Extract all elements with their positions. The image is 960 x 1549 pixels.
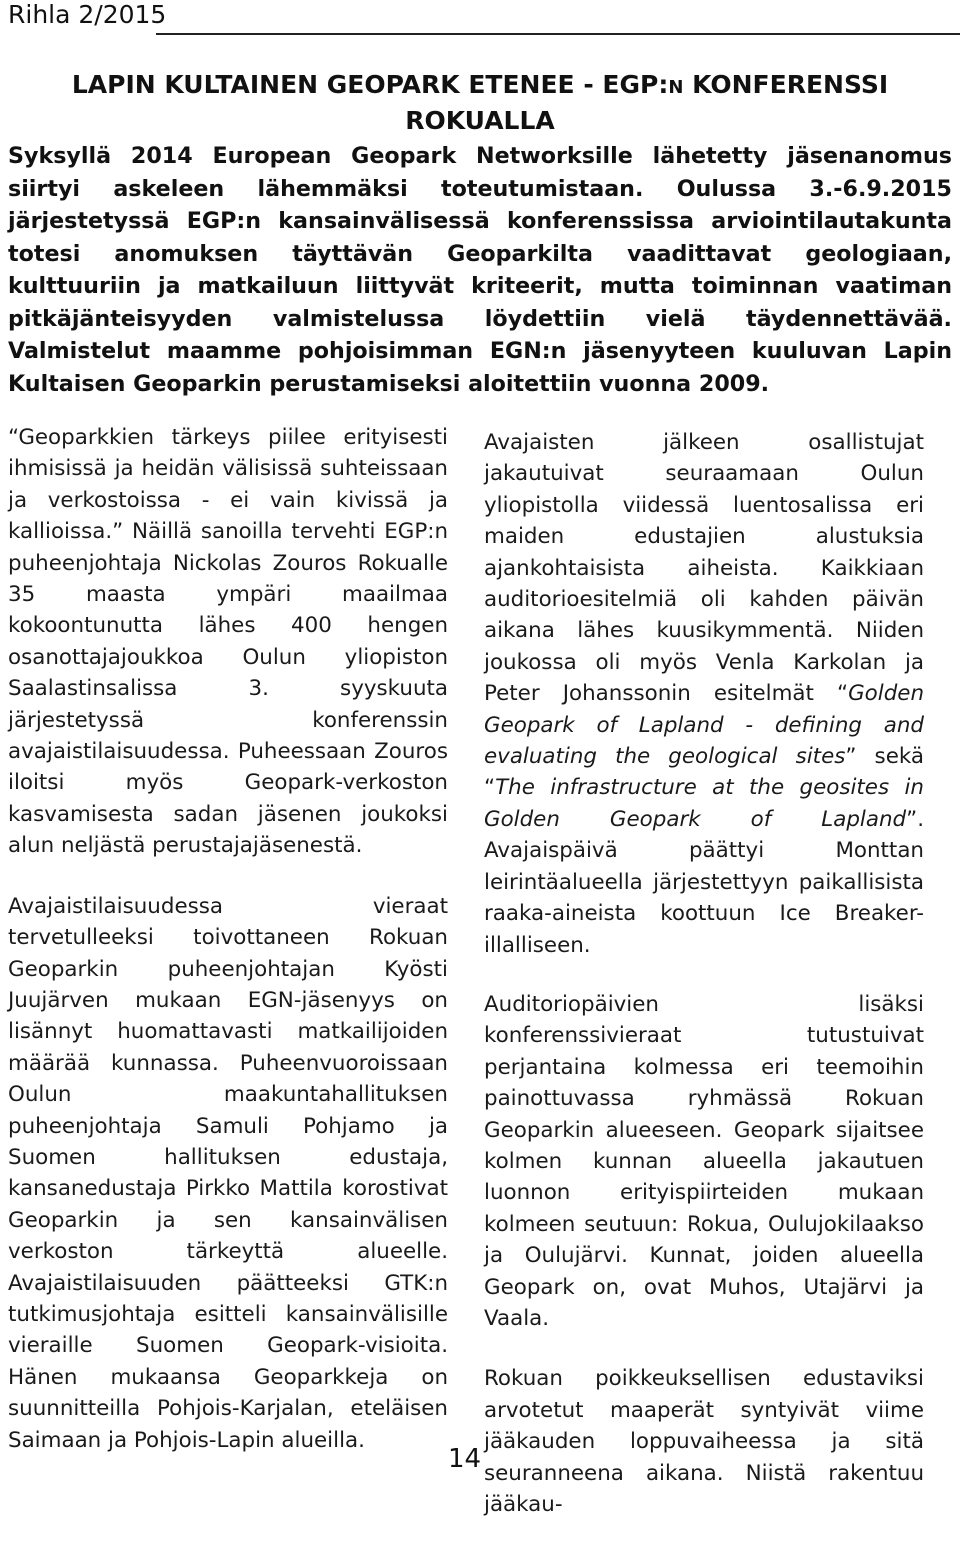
running-header: Rihla 2/2015 — [8, 0, 167, 29]
talk-title: Golden Geopark of Lapland - defining and evaluating the geological sites — [484, 681, 924, 770]
talk-title: The infrastructure at the geosites in Golden Geopark of Lapland — [484, 775, 924, 832]
body-paragraph: Auditoriopäivien lisäksi konferenssivieraat tutustuivat perjantaina kolmessa eri teemoihin painottuvassa ryhmässä Rokuan Geoparkin alueeseen. Geopark sijaitsee kolmen kunnan alueella jakautuen luonnon erityispiirteiden mukaan kolmeen seutuun: Rokua, Oulujokilaakso ja Oulujärvi. Kunnat, joiden alueella Geopark on, ovat Muhos, Utajärvi ja Vaala. — [484, 991, 924, 1331]
body-paragraph — [484, 427, 924, 961]
paragraph-text: Avajaisten jälkeen osallistujat jakautuivat seuraamaan Oulun yliopistolla viidessä luentosalissa eri maiden edustajien alustuksia ajankohtaisista aiheista. Kaikkiaan auditorioesitelmiä oli kahden päivän aikana lähes kuusikymmentä. Niiden joukossa oli myös Venla Karkolan ja Peter Johanssonin esitelmät “ — [484, 430, 924, 707]
body-paragraph: “Geoparkkien tärkeys piilee erityisesti ihmisissä ja heidän välisissä suhteissaan ja verkostoissa - ei vain kivissä ja kallioissa.” Näillä sanoilla tervehti EGP:n puheenjohtaja Nickolas Zouros Rokualle 35 maasta ympäri maailmaa kokoontunutta lähes 400 hengen osanottajajoukkoa Oulun yliopiston Saalastinsalissa 3. syyskuuta järjestetyssä konferenssin avajaistilaisuudessa. Puheessaan Zouros iloitsi myös Geopark-verkoston kasvamisesta sadan jäsenen joukoksi alun neljästä perustajajäsenestä. — [8, 425, 448, 859]
article-lead: Syksyllä 2014 European Geopark Networksille lähetetty jäsenanomus siirtyi askeleen lähemmäksi toteutumistaan. Oulussa 3.-6.9.2015 järjestetyssä EGP:n kansainvälisessä konferenssissa arviointilautakunta totesi anomuksen täyttävän Geoparkilta vaadittavat geologiaan, kulttuuriin ja matkailuun liittyvät kriteerit, mutta toiminnan vaatiman pitkäjänteisyyden valmistelussa löydettiin vielä täydennettävää. Valmistelut maamme pohjoisimman EGN:n jäsenyyteen kuuluvan Lapin Kultaisen Geoparkin perustamiseksi aloitettiin vuonna 2009. — [8, 143, 952, 397]
paragraph-text: ” sekä “ — [484, 744, 924, 801]
body-paragraph: Avajaistilaisuudessa vieraat tervetulleeksi toivottaneen Rokuan Geoparkin puheenjohtajan Kyösti Juujärven mukaan EGN-jäsenyys on lisännyt huomattavasti matkailijoiden määrää kunnassa. Puheenvuoroissaan Oulun maakuntahallituksen puheenjohtaja Samuli Pohjamo ja Suomen hallituksen edustaja, kansanedustaja Pirkko Mattila korostivat Geoparkin ja sen kansainvälisen verkoston tärkeyttä alueelle. Avajaistilaisuuden päätteeksi GTK:n tutkimusjohtaja esitteli kansainvälisille vieraille Suomen Geopark-visioita. Hänen mukaansa Geoparkkeja on suunnitteilla Pohjois-Karjalan, eteläisen Saimaan ja Pohjois-Lapin alueilla. — [8, 893, 448, 1453]
article-title-part1: LAPIN KULTAINEN GEOPARK ETENEE - EGP: — [71, 70, 669, 99]
article-title-smallcaps: N — [668, 77, 684, 98]
article-title-part2: KONFERENSSI ROKUALLA — [405, 70, 889, 135]
page-number: 14 — [448, 1444, 482, 1474]
article-title — [8, 68, 952, 137]
paragraph-text: ”. Avajaispäivä päättyi Monttan leirintäalueella järjestettyyn paikallisista raaka-aineista koottuun Ice Breaker-illalliseen. — [484, 806, 924, 958]
body-paragraph: Rokuan poikkeuksellisen edustaviksi arvotetut maaperät syntyivät viime jääkauden loppuvaiheessa ja sitä seuranneena aikana. Niistä rakentuu jääkau- — [484, 1366, 924, 1517]
header-rule — [156, 33, 960, 35]
left-column — [8, 422, 448, 1485]
right-column — [484, 427, 924, 1549]
